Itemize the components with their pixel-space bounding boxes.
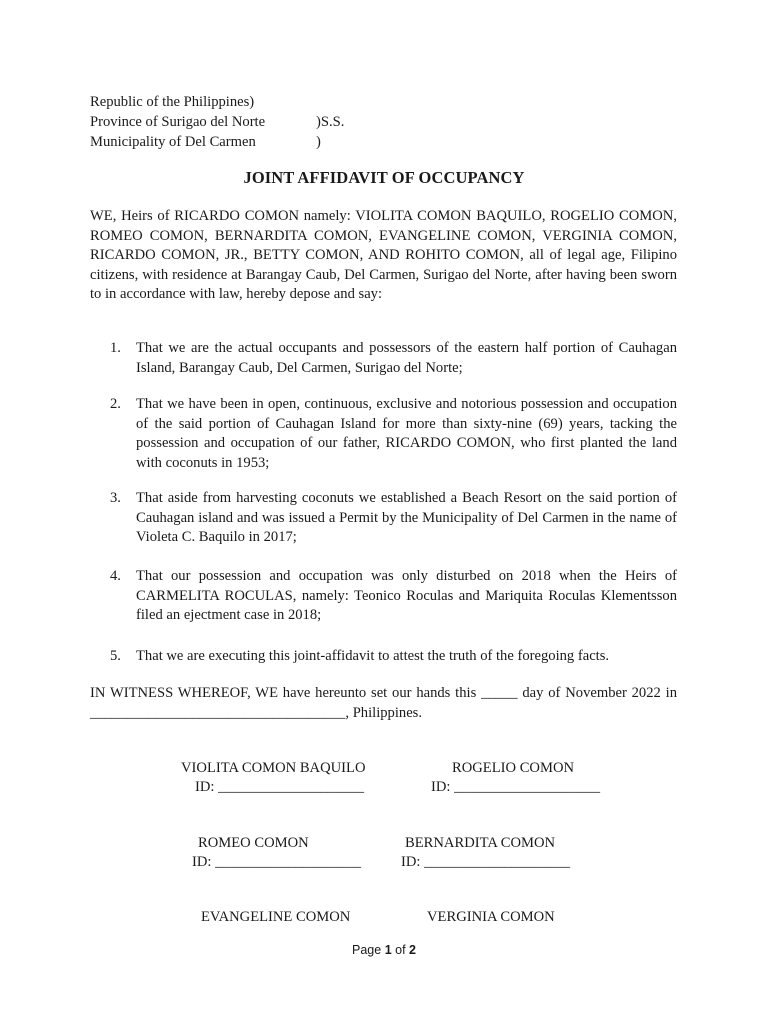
document-title: JOINT AFFIDAVIT OF OCCUPANCY [243, 168, 525, 187]
statement-number: 3. [110, 490, 121, 506]
venue-municipality-text: Municipality of Del Carmen [90, 134, 256, 150]
venue-line-republic [90, 92, 265, 112]
signatory-id-line: ID: ____________________ [195, 779, 365, 795]
venue-line-municipality [90, 132, 321, 152]
statement-item [90, 647, 677, 667]
venue-line-province [90, 112, 345, 132]
statement-text: That we are the actual occupants and possessors of the eastern half portion of Cauhagan Island, Barangay Caub, Del Carmen, Surigao del Norte; [136, 340, 677, 376]
signatory-name: VIOLITA COMON BAQUILO [181, 760, 366, 776]
statement-item [90, 567, 677, 626]
statement-number: 2. [110, 396, 121, 412]
venue-block [90, 92, 345, 152]
intro-paragraph: WE, Heirs of RICARDO COMON namely: VIOLITA COMON BAQUILO, ROGELIO COMON, ROMEO COMON, BERNARDITA COMON, EVANGELINE COMON, VERGINIA COMON, RICARDO COMON, JR., BETTY COMON, AND ROHITO COMON, all of legal age, Filipino citizens, with residence at Barangay Caub, Del Carmen, Surigao del Norte, after having been sworn to in accordance with law, hereby depose and say: [90, 208, 677, 303]
signatory-id-line: ID: ____________________ [431, 779, 601, 795]
footer-of-word: of [395, 943, 406, 957]
witness-paragraph: IN WITNESS WHEREOF, WE have hereunto set our hands this _____ day of November 2022 in ___________________________________, Philippines. [90, 685, 677, 721]
statement-number: 4. [110, 568, 121, 584]
signatory-id-line: ID: ____________________ [401, 854, 571, 870]
statement-text: That we are executing this joint-affidavit to attest the truth of the foregoing facts. [136, 648, 610, 664]
statement-item [90, 395, 677, 473]
footer-current-page: 1 [384, 943, 392, 957]
statement-text: That our possession and occupation was only disturbed on 2018 when the Heirs of CARMELITA ROCULAS, namely: Teonico Roculas and Mariquita Roculas Klementsson filed an ejectment case in 2018; [136, 568, 677, 624]
venue-province-text: Province of Surigao del Norte [90, 114, 266, 130]
statement-text: That aside from harvesting coconuts we established a Beach Resort on the said portion of Cauhagan island and was issued a Permit by the Municipality of Del Carmen in the name of Violeta C. Baquilo in 2017; [136, 490, 677, 546]
venue-republic-text: Republic of the Philippines) [90, 94, 255, 110]
footer-total-pages: 2 [409, 943, 416, 957]
signatory-id-line: ID: ____________________ [192, 854, 362, 870]
footer-page-word: Page [352, 943, 382, 957]
statement-text: That we have been in open, continuous, exclusive and notorious possession and occupation of the said portion of Cauhagan Island for more than sixty-nine (69) years, tacking the possession and occupation of our father, RICARDO COMON, who first planted the land with coconuts in 1953; [136, 396, 677, 471]
venue-paren-mark: ) [316, 134, 321, 150]
signatory-name: EVANGELINE COMON [201, 909, 351, 925]
signatory-name: ROMEO COMON [198, 835, 309, 851]
signatory-name: VERGINIA COMON [427, 909, 555, 925]
page-footer [0, 943, 768, 957]
venue-ss-mark: )S.S. [316, 114, 345, 130]
signatory-name: BERNARDITA COMON [405, 835, 556, 851]
statement-number: 1. [110, 340, 121, 356]
statement-item [90, 489, 677, 548]
statement-item [90, 339, 677, 378]
signatory-name: ROGELIO COMON [452, 760, 575, 776]
statement-number: 5. [110, 648, 121, 664]
